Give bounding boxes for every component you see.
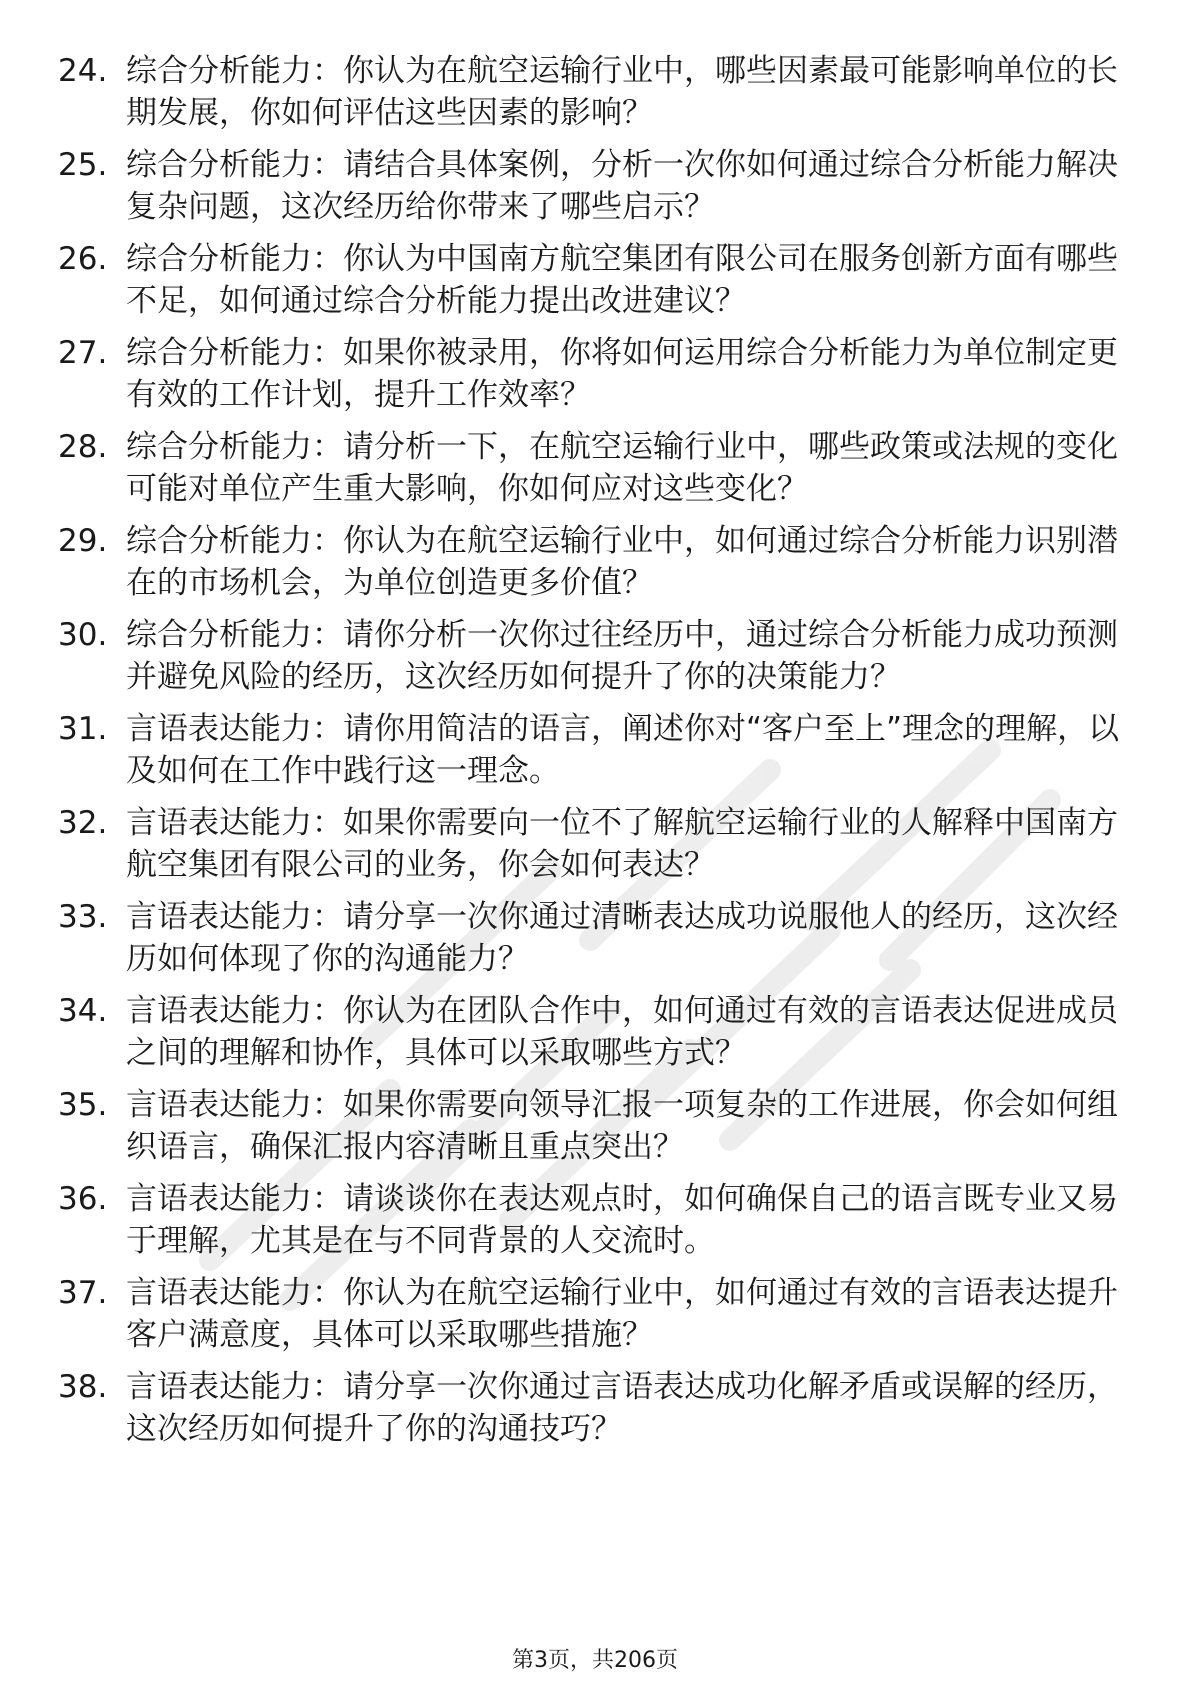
question-number: 38. xyxy=(58,1369,108,1405)
question-item xyxy=(58,238,1138,322)
question-item xyxy=(58,802,1138,886)
question-item xyxy=(58,1366,1138,1450)
question-text: 言语表达能力：你认为在航空运输行业中，如何通过有效的言语表达提升客户满意度，具体可以采取哪些措施？ xyxy=(126,1275,1118,1353)
question-text: 言语表达能力：如果你需要向一位不了解航空运输行业的人解释中国南方航空集团有限公司的业务，你会如何表达？ xyxy=(126,805,1118,883)
question-text: 言语表达能力：请谈谈你在表达观点时，如何确保自己的语言既专业又易于理解，尤其是在与不同背景的人交流时。 xyxy=(126,1181,1118,1259)
question-number: 31. xyxy=(58,711,108,747)
question-item xyxy=(58,520,1138,604)
question-text: 言语表达能力：如果你需要向领导汇报一项复杂的工作进展，你会如何组织语言，确保汇报内容清晰且重点突出？ xyxy=(126,1087,1118,1165)
question-number: 28. xyxy=(58,429,108,465)
question-item xyxy=(58,990,1138,1074)
question-number: 26. xyxy=(58,241,108,277)
question-text: 言语表达能力：请分享一次你通过言语表达成功化解矛盾或误解的经历，这次经历如何提升了你的沟通技巧？ xyxy=(126,1369,1118,1447)
question-text: 综合分析能力：请分析一下，在航空运输行业中，哪些政策或法规的变化可能对单位产生重大影响，你如何应对这些变化？ xyxy=(126,429,1118,507)
question-number: 27. xyxy=(58,335,108,371)
question-item xyxy=(58,426,1138,510)
question-text: 综合分析能力：你认为中国南方航空集团有限公司在服务创新方面有哪些不足，如何通过综合分析能力提出改进建议？ xyxy=(126,241,1118,319)
question-text: 言语表达能力：你认为在团队合作中，如何通过有效的言语表达促进成员之间的理解和协作，具体可以采取哪些方式？ xyxy=(126,993,1118,1071)
question-text: 综合分析能力：你认为在航空运输行业中，如何通过综合分析能力识别潜在的市场机会，为单位创造更多价值？ xyxy=(126,523,1118,601)
question-number: 30. xyxy=(58,617,108,653)
question-item xyxy=(58,1178,1138,1262)
question-number: 32. xyxy=(58,805,108,841)
question-text: 综合分析能力：请你分析一次你过往经历中，通过综合分析能力成功预测并避免风险的经历，这次经历如何提升了你的决策能力？ xyxy=(126,617,1118,695)
question-number: 36. xyxy=(58,1181,108,1217)
question-item xyxy=(58,708,1138,792)
question-number: 35. xyxy=(58,1087,108,1123)
page-number-label: 第3页，共206页 xyxy=(512,1648,678,1673)
question-number: 37. xyxy=(58,1275,108,1311)
question-number: 29. xyxy=(58,523,108,559)
question-item xyxy=(58,614,1138,698)
question-item xyxy=(58,1084,1138,1168)
question-number: 25. xyxy=(58,147,108,183)
question-number: 34. xyxy=(58,993,108,1029)
question-number: 24. xyxy=(58,53,108,89)
question-item xyxy=(58,896,1138,980)
question-item xyxy=(58,332,1138,416)
question-item xyxy=(58,144,1138,228)
page-footer xyxy=(0,1643,1190,1674)
question-item xyxy=(58,1272,1138,1356)
question-text: 言语表达能力：请分享一次你通过清晰表达成功说服他人的经历，这次经历如何体现了你的沟通能力？ xyxy=(126,899,1118,977)
question-item xyxy=(58,50,1138,134)
question-text: 综合分析能力：你认为在航空运输行业中，哪些因素最可能影响单位的长期发展，你如何评估这些因素的影响？ xyxy=(126,53,1118,131)
question-text: 综合分析能力：请结合具体案例，分析一次你如何通过综合分析能力解决复杂问题，这次经历给你带来了哪些启示？ xyxy=(126,147,1118,225)
question-list xyxy=(58,50,1138,1460)
question-text: 言语表达能力：请你用简洁的语言，阐述你对“客户至上”理念的理解，以及如何在工作中践行这一理念。 xyxy=(126,711,1120,789)
question-number: 33. xyxy=(58,899,108,935)
question-text: 综合分析能力：如果你被录用，你将如何运用综合分析能力为单位制定更有效的工作计划，提升工作效率？ xyxy=(126,335,1118,413)
